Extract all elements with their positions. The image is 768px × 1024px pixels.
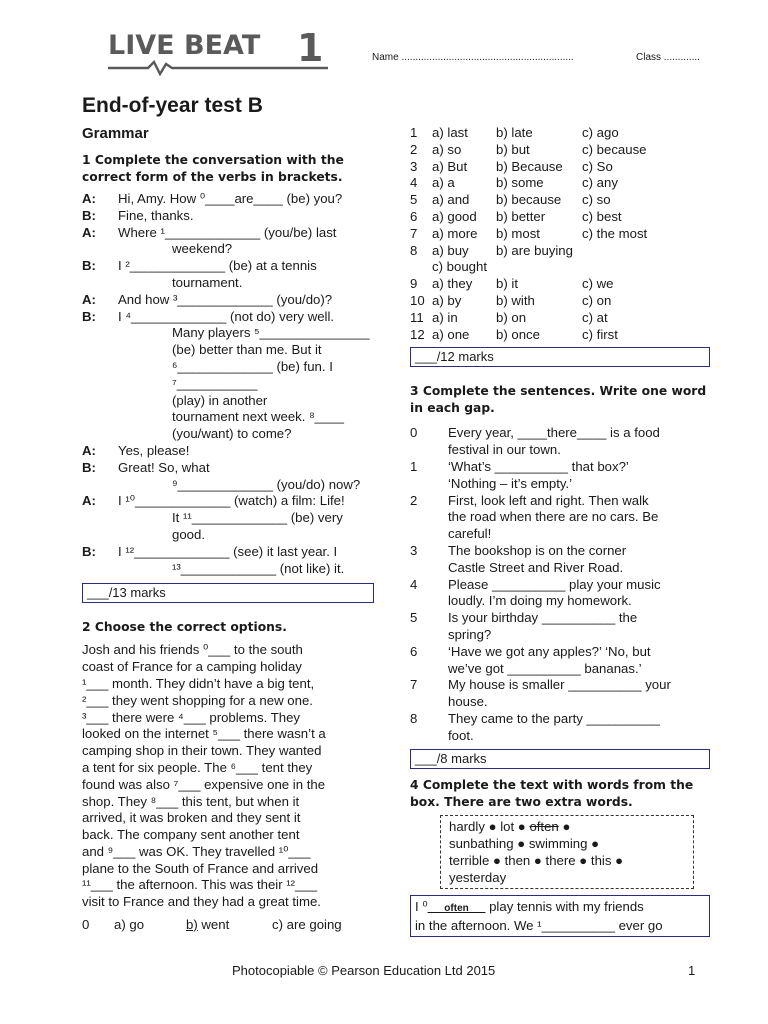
example-option-b-letter: b) (186, 917, 198, 933)
option-spacer (410, 259, 432, 276)
ex1-instruction: 1 Complete the conversation with the correct form of the verbs in brackets. (82, 153, 344, 184)
passage-line: ¹___ month. They didn’t have a big tent, (82, 675, 315, 691)
sentence-line: careful! (448, 526, 492, 542)
option-c[interactable]: c) first (582, 326, 618, 342)
speaker-label: A: (82, 224, 96, 240)
passage-line: back. The company sent another tent (82, 827, 300, 843)
sentence-line: The bookshop is on the corner (448, 542, 627, 558)
word-box-line (449, 818, 685, 835)
dialogue-text[interactable]: weekend? (172, 241, 233, 257)
dialogue-text[interactable]: Great! So, what (118, 459, 210, 475)
left-column (82, 152, 374, 934)
dialogue-text[interactable]: tournament. (172, 274, 243, 290)
option-number: 12 (410, 326, 425, 342)
dialogue-text[interactable]: I ¹²_____________ (see) it last year. I (118, 543, 338, 559)
option-number: 4 (410, 175, 418, 191)
ex3-marks-box[interactable]: ___/8 marks (410, 749, 710, 769)
word-box-line: yesterday (449, 869, 507, 885)
passage-line: and ⁹___ was OK. They travelled ¹⁰___ (82, 843, 311, 859)
passage-line: camping shop in their town. They wanted (82, 743, 322, 759)
sentence-line: First, look left and right. Then walk (448, 492, 649, 508)
sentence-line: house. (448, 694, 488, 710)
passage-line: visit to France and they had a great time. (82, 894, 321, 910)
speaker-label: A: (82, 493, 96, 509)
sentence-line: My house is smaller __________ your (448, 677, 671, 693)
speaker-label (82, 393, 118, 410)
page-title: End-of-year test B (82, 94, 263, 117)
ex4-word-box (440, 815, 694, 889)
option-a[interactable]: a) so (432, 141, 462, 157)
option-b[interactable]: b) most (496, 225, 540, 241)
speaker-label (82, 241, 118, 258)
dialogue-line (82, 393, 374, 410)
ex3-sentences (410, 425, 710, 744)
sentence-item (410, 677, 710, 711)
speaker-label (82, 477, 118, 494)
passage-line: a tent for six people. The ⁶___ tent they (82, 759, 313, 775)
dialogue-line (82, 292, 374, 309)
speaker-label (82, 325, 118, 342)
passage-line: coast of France for a camping holiday (82, 659, 302, 675)
dialogue-line (82, 208, 374, 225)
dialogue-text[interactable]: I ²_____________ (be) at a tennis (118, 258, 317, 274)
sentence-body[interactable] (448, 425, 710, 459)
dialogue-line (82, 426, 374, 443)
sentence-body[interactable] (448, 644, 710, 678)
dialogue-text[interactable]: ⁹_____________ (you/do) now? (172, 476, 361, 492)
dialogue-line (82, 493, 374, 510)
right-column (410, 125, 710, 937)
sentence-item (410, 425, 710, 459)
word-box-text: hardly ● lot ● (449, 818, 530, 834)
option-a[interactable]: a) in (432, 309, 458, 325)
option-c[interactable]: c) bought (432, 259, 487, 275)
option-c[interactable]: c) on (582, 292, 612, 308)
dialogue-text[interactable]: Fine, thanks. (118, 207, 194, 223)
ex1-dialogue (82, 191, 374, 577)
speaker-label: A: (82, 442, 96, 458)
struck-word: often (529, 818, 559, 834)
section-title: Grammar (82, 125, 149, 142)
sentence-number: 6 (410, 643, 418, 659)
option-a[interactable]: a) one (432, 326, 470, 342)
sentence-line: festival in our town. (448, 442, 561, 458)
option-b[interactable]: b) it (496, 276, 518, 292)
dialogue-line (82, 527, 374, 544)
option-a[interactable]: a) more (432, 225, 478, 241)
speaker-label: B: (82, 459, 96, 475)
option-number: 6 (410, 208, 418, 224)
option-c[interactable]: c) So (582, 158, 613, 174)
sentence-number: 5 (410, 610, 418, 626)
passage-line: ²___ they went shopping for a new one. (82, 692, 313, 708)
option-c[interactable]: c) any (582, 175, 618, 191)
dialogue-line (82, 409, 374, 426)
option-c[interactable]: c) so (582, 192, 611, 208)
sentence-number: 4 (410, 576, 418, 592)
sentence-line: Castle Street and River Road. (448, 559, 624, 575)
speaker-label (82, 426, 118, 443)
option-number: 1 (410, 125, 418, 140)
speaker-label (82, 510, 118, 527)
option-b[interactable]: b) but (496, 141, 530, 157)
sentence-line: ‘Have we got any apples?’ ‘No, but (448, 643, 651, 659)
sentence-body[interactable] (448, 610, 710, 644)
ex3-instruction: 3 Complete the sentences. Write one word in each gap. (410, 384, 707, 416)
dialogue-line (82, 342, 374, 359)
dialogue-text[interactable]: And how ³_____________ (you/do)? (118, 291, 333, 307)
option-b[interactable]: b) because (496, 192, 562, 208)
passage-line: plane to the South of France and arrived (82, 860, 319, 876)
dialogue-line (82, 359, 374, 393)
sentence-line: ‘Nothing – it’s empty.’ (448, 475, 573, 491)
speaker-label (82, 359, 118, 393)
option-number: 11 (410, 309, 424, 325)
option-a[interactable]: a) they (432, 276, 473, 292)
live-beat-logo (108, 26, 328, 78)
ex2-example-row (82, 917, 374, 934)
dialogue-line (82, 309, 374, 326)
logo-number: 1 (297, 26, 324, 70)
sentence-number: 1 (410, 458, 418, 474)
option-b[interactable]: b) better (496, 208, 546, 224)
logo-text: LIVE BEAT (108, 30, 261, 61)
sentence-body[interactable] (448, 459, 710, 493)
passage-line: shop. They ⁸___ this tent, but when it (82, 793, 300, 809)
sentence-line: we’ve got __________ bananas.’ (448, 660, 642, 676)
sentence-item (410, 543, 710, 577)
name-field[interactable]: Name .............................................................. (372, 52, 574, 63)
dialogue-text[interactable]: I ¹⁰_____________ (watch) a film: Life! (118, 493, 345, 509)
speaker-label: B: (82, 308, 96, 324)
passage-line: ¹¹___ the afternoon. This was their ¹²___ (82, 877, 318, 893)
dialogue-text[interactable]: ¹³_____________ (not like) it. (172, 560, 345, 576)
sentence-line: They came to the party __________ (448, 710, 660, 726)
dialogue-line (82, 561, 374, 578)
sentence-body[interactable] (448, 577, 710, 611)
speaker-label (82, 561, 118, 578)
sentence-line: Every year, ____there____ is a food (448, 425, 660, 441)
option-number: 2 (410, 141, 418, 157)
option-a[interactable]: a) buy (432, 242, 469, 258)
sentence-number: 2 (410, 492, 418, 508)
dialogue-line (82, 241, 374, 258)
sentence-item (410, 644, 710, 678)
sentence-number: 0 (410, 425, 418, 441)
ex2-marks-box[interactable]: ___/12 marks (410, 347, 710, 367)
dialogue-line (82, 225, 374, 242)
sentence-number: 7 (410, 677, 418, 693)
option-number: 9 (410, 276, 418, 292)
word-box-line: terrible ● then ● there ● this ● (449, 852, 624, 868)
sentence-line: loudly. I’m doing my homework. (448, 593, 632, 609)
sentence-line: foot. (448, 727, 474, 743)
example-option-b (186, 917, 272, 934)
dialogue-line (82, 460, 374, 477)
ex2-instruction: 2 Choose the correct options. (82, 620, 287, 635)
option-b[interactable]: b) with (496, 292, 535, 308)
speaker-label (82, 342, 118, 359)
sentence-line: ‘What’s __________ that box?’ (448, 458, 629, 474)
speaker-label (82, 527, 118, 544)
passage-line: found was also ⁷___ expensive one in the (82, 776, 326, 792)
sentence-line: the road when there are no cars. Be (448, 509, 659, 525)
option-c[interactable]: c) ago (582, 125, 619, 140)
dialogue-text[interactable]: ⁶_____________ (be) fun. I ⁷___________ (172, 358, 333, 391)
dialogue-text[interactable]: (you/want) to come? (172, 426, 292, 442)
passage-line: Josh and his friends ⁰___ to the south (82, 642, 303, 658)
page-number: 1 (688, 963, 696, 978)
ex4-text-line: in the afternoon. We ¹__________ ever go (415, 917, 663, 933)
dialogue-text[interactable]: Many players ⁵_______________ (172, 325, 370, 341)
dialogue-text[interactable]: It ¹¹_____________ (be) very (172, 510, 343, 526)
word-box-text: ● (558, 818, 571, 834)
ex4-text-box (410, 895, 710, 937)
sentence-body[interactable] (448, 711, 710, 745)
dialogue-text[interactable]: Hi, Amy. How ⁰____are____ (be) you? (118, 191, 343, 206)
speaker-label: B: (82, 258, 96, 274)
dialogue-text[interactable]: tournament next week. ⁸____ (172, 409, 344, 425)
example-option-a: a) go (114, 917, 145, 933)
speaker-label: B: (82, 543, 96, 559)
ex2-options (410, 125, 710, 343)
passage-line: looked on the internet ⁵___ there wasn’t a (82, 726, 326, 742)
speaker-label: B: (82, 207, 96, 223)
option-c[interactable]: c) the most (582, 225, 648, 241)
option-c[interactable]: c) we (582, 276, 614, 292)
sentence-item (410, 610, 710, 644)
dialogue-text[interactable]: Yes, please! (118, 442, 190, 458)
ex2-passage (82, 642, 374, 911)
sentence-line: Is your birthday __________ the (448, 610, 638, 626)
dialogue-line (82, 258, 374, 275)
option-a[interactable]: a) by (432, 292, 462, 308)
option-b[interactable]: b) late (496, 125, 533, 140)
example-number: 0 (82, 917, 90, 933)
footer-copyright: Photocopiable © Pearson Education Ltd 2015 (232, 963, 496, 978)
ex1-marks-box[interactable]: ___/13 marks (82, 583, 374, 603)
option-number: 8 (410, 242, 418, 258)
dialogue-line (82, 443, 374, 460)
class-field[interactable]: Class ............. (636, 52, 700, 63)
dialogue-line (82, 191, 374, 208)
ex4-text: I ⁰ (415, 898, 428, 914)
dialogue-text[interactable]: I ⁴_____________ (not do) very well. (118, 308, 335, 324)
option-b[interactable]: b) on (496, 309, 527, 325)
dialogue-line (82, 544, 374, 561)
option-a[interactable]: a) But (432, 158, 468, 174)
sentence-number: 8 (410, 710, 418, 726)
option-b[interactable]: b) are buying (496, 242, 573, 258)
ex4-instruction: 4 Complete the text with words from the box. There are two extra words. (410, 777, 694, 809)
sentence-body[interactable] (448, 543, 710, 577)
sentence-body[interactable] (448, 493, 710, 543)
sentence-item (410, 459, 710, 493)
ex4-text-line (415, 898, 705, 917)
dialogue-text[interactable]: (be) better than me. But it (172, 342, 322, 358)
option-number: 3 (410, 158, 418, 174)
heartbeat-line-icon (108, 60, 328, 76)
passage-line: arrived, it was broken and they sent it (82, 810, 301, 826)
sentence-line: Please __________ play your music (448, 576, 661, 592)
dialogue-line (82, 477, 374, 494)
sentence-item (410, 711, 710, 745)
dialogue-text[interactable]: good. (172, 526, 206, 542)
option-b[interactable]: b) some (496, 175, 544, 191)
speaker-label (82, 409, 118, 426)
speaker-label (82, 275, 118, 292)
option-b[interactable]: b) Because (496, 158, 563, 174)
example-option-c: c) are going (272, 917, 342, 933)
sentence-body[interactable] (448, 677, 710, 711)
dialogue-line (82, 510, 374, 527)
sentence-item (410, 577, 710, 611)
sentence-number: 3 (410, 542, 418, 558)
option-c[interactable]: c) because (582, 141, 647, 157)
option-a[interactable]: a) a (432, 175, 455, 191)
dialogue-text[interactable]: Where ¹_____________ (you/be) last (118, 224, 337, 240)
dialogue-text[interactable]: (play) in another (172, 392, 268, 408)
example-option-b-text: went (197, 917, 230, 933)
option-c[interactable] (582, 243, 710, 260)
ex4-example-answer: ___often___ (427, 902, 486, 914)
option-a[interactable]: a) good (432, 208, 477, 224)
option-number: 7 (410, 225, 418, 241)
speaker-label: A: (82, 191, 96, 206)
word-box-line: sunbathing ● swimming ● (449, 835, 600, 851)
sentence-line: spring? (448, 626, 492, 642)
option-b[interactable]: b) once (496, 326, 540, 342)
dialogue-line (82, 275, 374, 292)
option-c[interactable]: c) best (582, 208, 622, 224)
option-a[interactable]: a) and (432, 192, 470, 208)
sentence-item (410, 493, 710, 543)
ex4-text: play tennis with my friends (485, 898, 644, 914)
speaker-label: A: (82, 291, 96, 307)
option-number: 5 (410, 192, 418, 208)
option-a[interactable]: a) last (432, 125, 468, 140)
option-c[interactable]: c) at (582, 309, 608, 325)
passage-line: ³___ there were ⁴___ problems. They (82, 709, 301, 725)
option-number: 10 (410, 292, 425, 308)
dialogue-line (82, 325, 374, 342)
